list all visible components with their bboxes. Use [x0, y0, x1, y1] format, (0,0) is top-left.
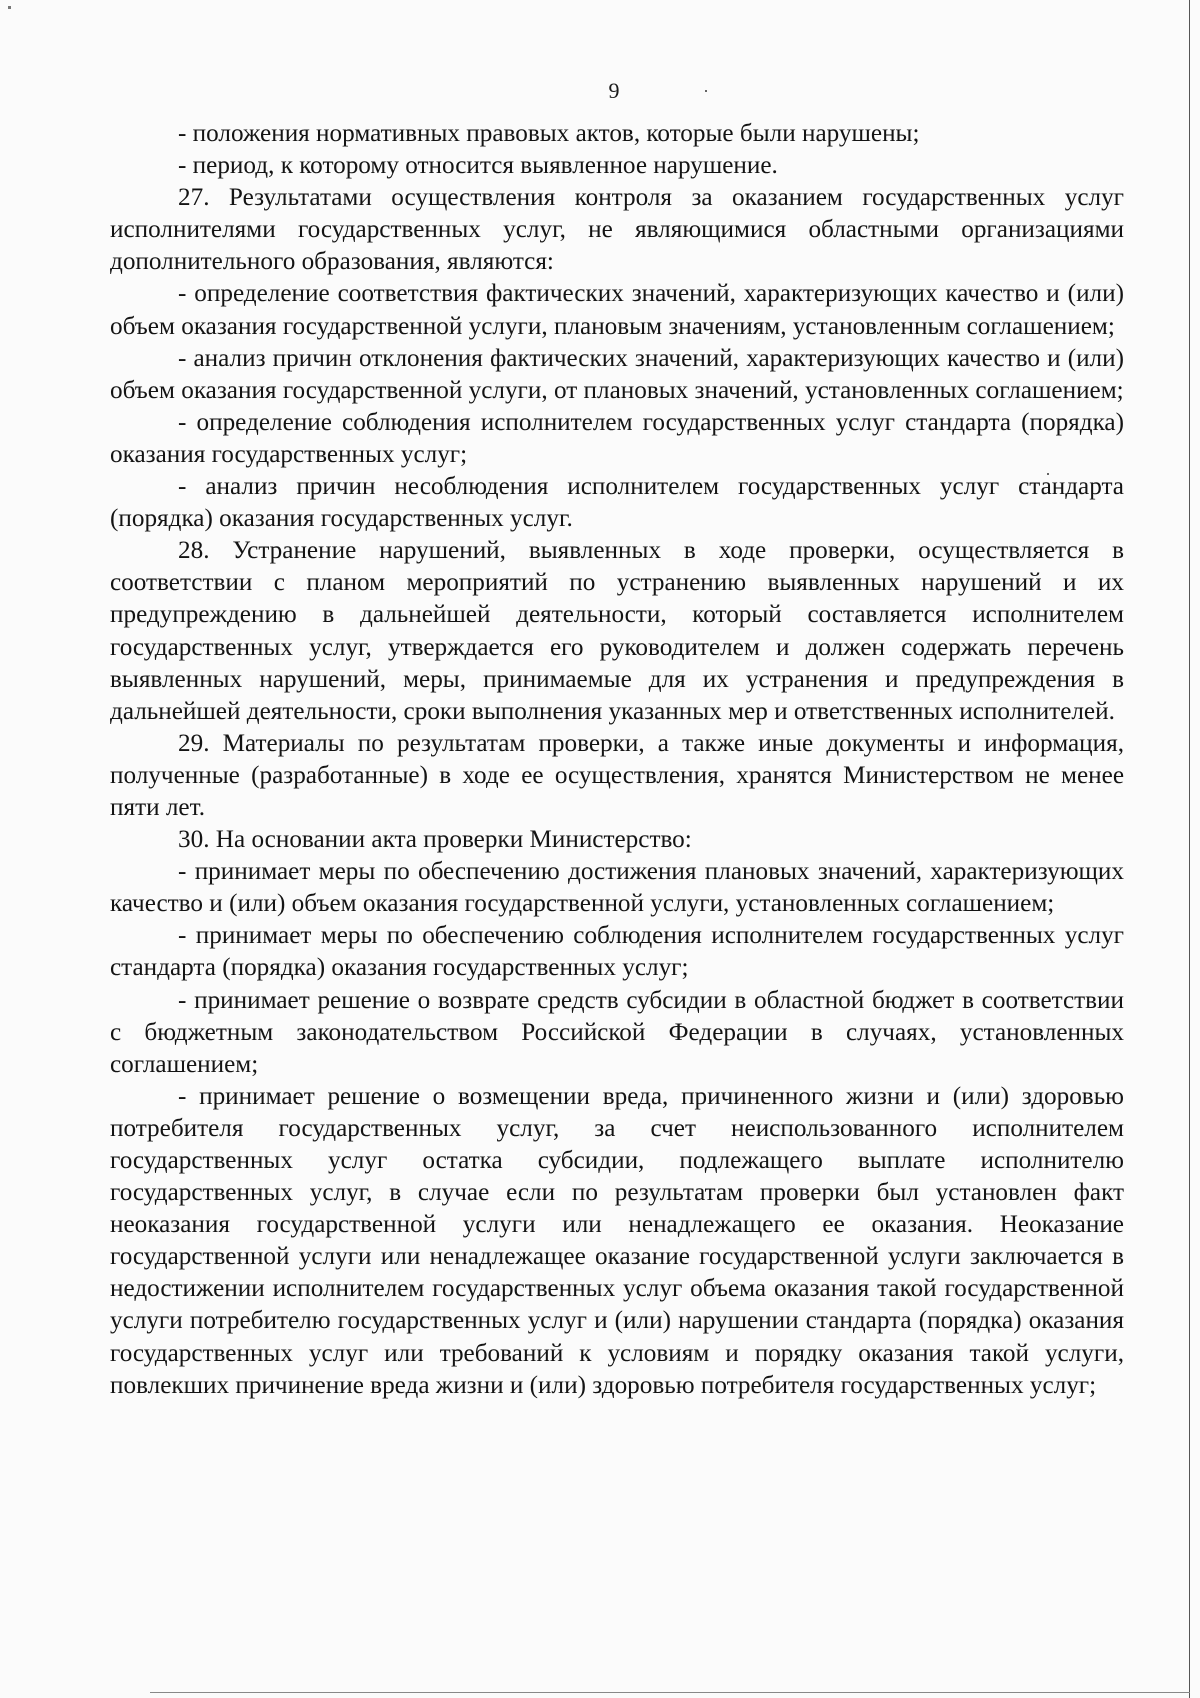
- paragraph: - принимает решение о возмещении вреда, причиненного жизни и (или) здоровью потребителя государственных услуг, за счет неиспользованного исполнителем государственных услуг остатка субсидии, подлежащего выплате исполнителю государственных услуг, в случае если по результатам проверки был установлен факт неоказания государственной услуги или ненадлежащего ее оказания. Неоказание государственной услуги или ненадлежащее оказание государственной услуги заключается в недостижении исполнителем государственных услуг объема оказания такой государственной услуги потребителю государственных услуг и (или) нарушении стандарта (порядка) оказания государственных услуг или требований к условиям и порядку оказания такой услуги, повлекших причинение вреда жизни и (или) здоровью потребителя государственных услуг;: [110, 1082, 1124, 1399]
- scan-artifact-mark: [8, 6, 11, 9]
- paragraph-clause-28: 28. Устранение нарушений, выявленных в ходе проверки, осуществляется в соответствии с планом мероприятий по устранению выявленных нарушений и их предупреждению в дальнейшей деятельности, который составляется исполнителем государственных услуг, утверждается его руководителем и должен содержать перечень выявленных нарушений, меры, принимаемые для их устранения и предупреждения в дальнейшей деятельности, сроки выполнения указанных мер и ответственных исполнителей.: [110, 537, 1124, 725]
- paragraph: - период, к которому относится выявленное нарушение.: [178, 152, 778, 180]
- paragraph: - определение соблюдения исполнителем государственных услуг стандарта (порядка) оказания государственных услуг;: [110, 408, 1124, 468]
- paragraph: - положения нормативных правовых актов, которые были нарушены;: [178, 120, 920, 147]
- paragraph: - принимает решение о возврате средств субсидии в областной бюджет в соответствии с бюджетным законодательством Российской Федерации в случаях, установленных соглашением;: [110, 986, 1124, 1078]
- page-bottom-line: [150, 1692, 1190, 1693]
- page-edge-line: [1189, 0, 1190, 1698]
- paragraph-clause-30: 30. На основании акта проверки Министерство:: [178, 826, 692, 854]
- paragraph-clause-29: 29. Материалы по результатам проверки, а также иные документы и информация, полученные (разработанные) в ходе ее осуществления, хранятся Министерством не менее пяти лет.: [110, 729, 1124, 821]
- paragraph: - определение соответствия фактических значений, характеризующих качество и (или) объем оказания государственной услуги, плановым значениям, установленным соглашением;: [110, 280, 1124, 340]
- page-number: 9: [608, 78, 620, 103]
- document-body: [110, 118, 1124, 1402]
- paragraph: - принимает меры по обеспечению достижения плановых значений, характеризующих качество и (или) объем оказания государственной услуги, установленных соглашением;: [110, 858, 1124, 918]
- paragraph: - анализ причин несоблюдения исполнителем государственных услуг стандарта (порядка) оказания государственных услуг.: [110, 473, 1124, 533]
- scan-artifact-dot: [705, 90, 707, 92]
- paragraph: - анализ причин отклонения фактических значений, характеризующих качество и (или) объем оказания государственной услуги, от плановых значений, установленных соглашением;: [110, 344, 1124, 404]
- paragraph: - принимает меры по обеспечению соблюдения исполнителем государственных услуг стандарта (порядка) оказания государственных услуг;: [110, 922, 1124, 982]
- paragraph-clause-27: 27. Результатами осуществления контроля за оказанием государственных услуг исполнителями государственных услуг, не являющимися областными организациями дополнительного образования, являются:: [110, 184, 1124, 276]
